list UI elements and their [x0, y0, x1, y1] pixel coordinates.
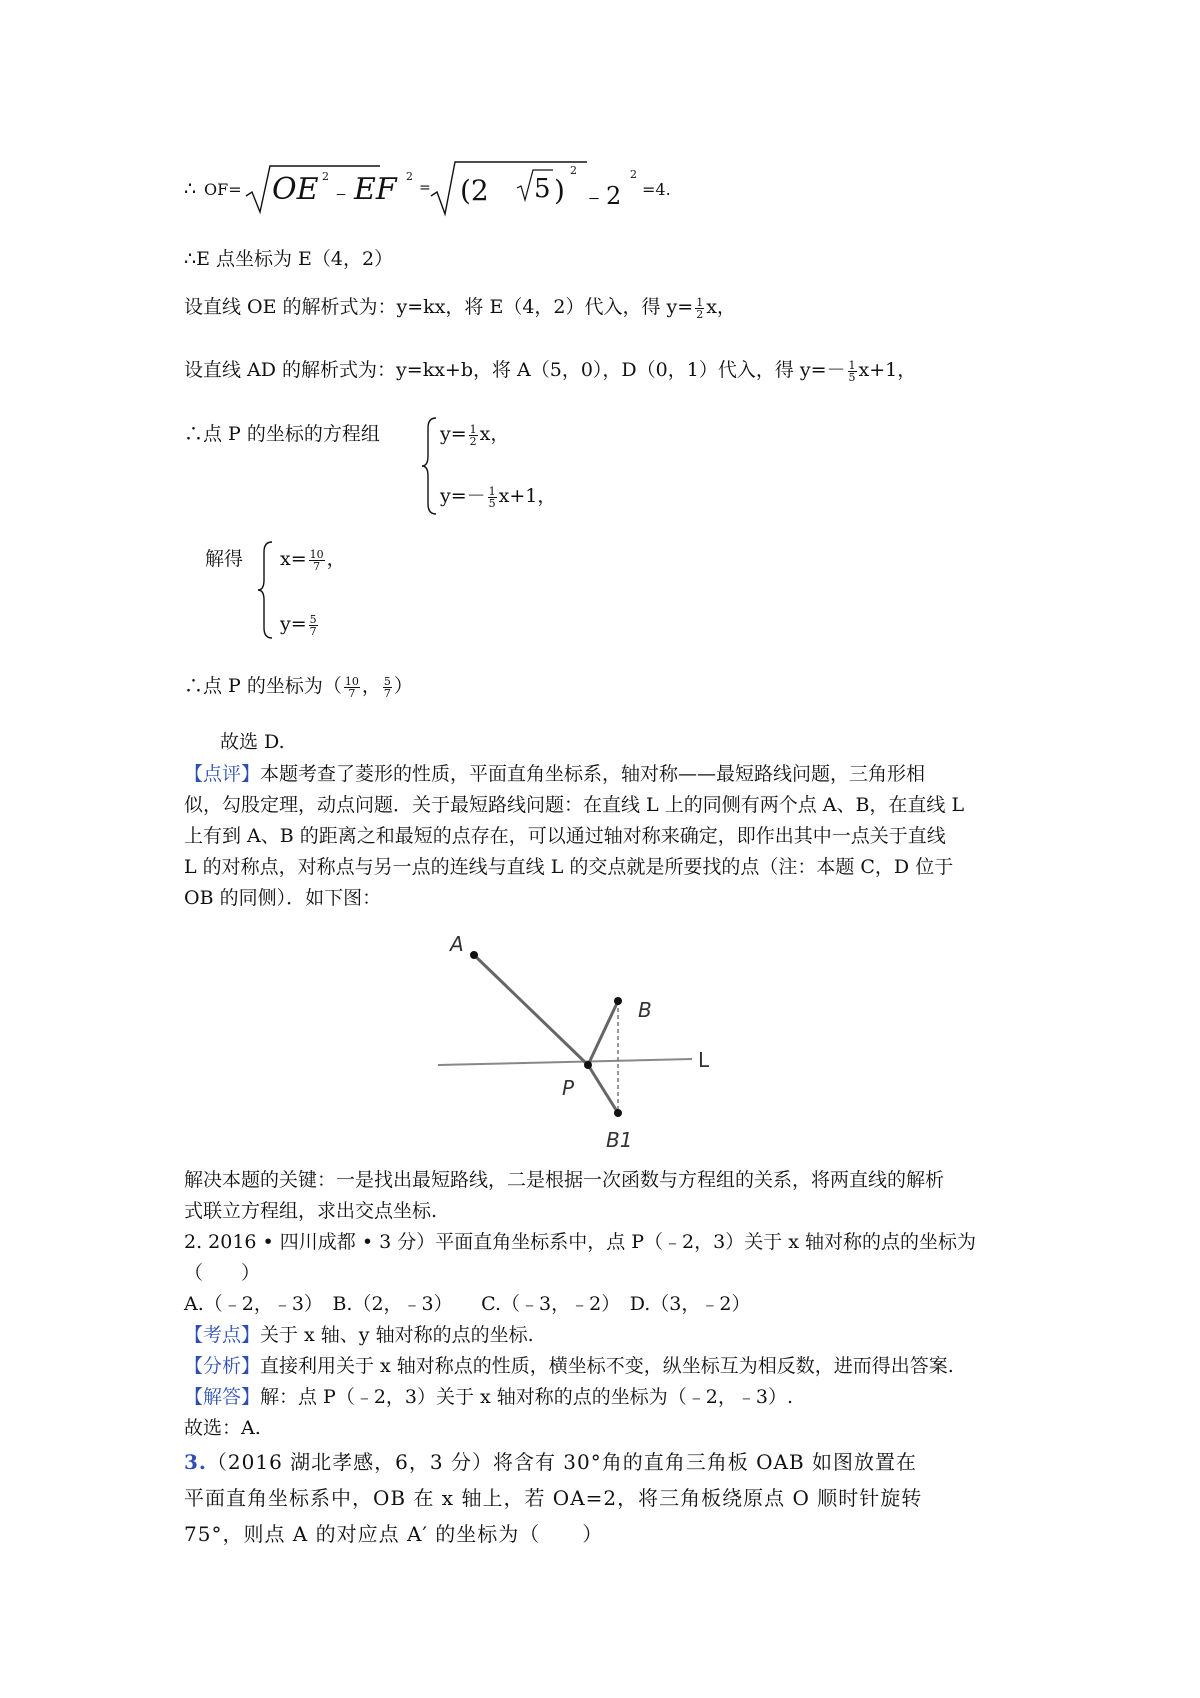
denominator: 5: [848, 370, 856, 384]
rad2-close: ): [554, 174, 565, 207]
fraction: [848, 360, 857, 383]
numerator: 1: [488, 484, 496, 498]
rad2-op: ﹣2: [582, 182, 622, 210]
key-line-2: 式联立方程组，求出交点坐标.: [184, 1200, 438, 1222]
solution-y: [280, 610, 320, 638]
line-p-post: ）: [393, 675, 413, 697]
point-b1: [614, 1109, 622, 1117]
q3-line-1: [184, 1448, 917, 1476]
kaodian-tag: 【考点】: [184, 1324, 261, 1346]
label-l: L: [698, 1048, 710, 1072]
system-eq1: [440, 420, 509, 448]
review-line-1: [184, 760, 925, 788]
denominator: 7: [309, 624, 317, 638]
system-label: ∴点 P 的坐标的方程组: [184, 423, 380, 445]
line-p-sep: ，: [361, 675, 381, 697]
denominator: 2: [469, 434, 477, 448]
solution-brace: [256, 540, 276, 640]
kaodian-text: 关于 x 轴、y 轴对称的点的坐标.: [260, 1324, 534, 1346]
therefore-symbol: ∴: [184, 178, 197, 200]
fraction: [469, 424, 478, 447]
fraction: [383, 676, 392, 699]
line-oe-post: x，: [706, 296, 736, 318]
label-b: B: [638, 998, 652, 1022]
line-p-pre: ∴点 P 的坐标为（: [184, 675, 342, 697]
x-post: ，: [326, 548, 346, 570]
numerator: 10: [344, 674, 359, 688]
fraction: [488, 486, 497, 509]
choose-d: 故选 D.: [220, 731, 285, 753]
line-ad-post: x+1，: [858, 359, 917, 381]
rad1-sup: 2: [322, 170, 329, 183]
segment-ap: [474, 955, 588, 1065]
review-tag: 【点评】: [184, 763, 261, 785]
segment-pb1: [588, 1065, 618, 1113]
q2-stem: 2. 2016 • 四川成都 • 3 分）平面直角坐标系中，点 P（﹣2，3）关于 x 轴对称的点的坐标为: [184, 1231, 977, 1253]
point-p: [584, 1061, 592, 1069]
eq2-post: x+1，: [498, 485, 557, 507]
review-line-5: OB 的同侧）．如下图：: [184, 887, 382, 909]
formula-eq: =: [419, 180, 431, 196]
denominator: 7: [313, 559, 321, 573]
shortest-path-figure: [430, 915, 750, 1155]
q2-jieda: [184, 1383, 793, 1411]
review-line-2: 似，勾股定理，动点问题．关于最短路线问题：在直线 L 上的同侧有两个点 A、B，在直线 L: [184, 794, 965, 816]
q2-fenxi: [184, 1352, 954, 1380]
system-eq2: [440, 482, 556, 510]
fraction: [309, 614, 318, 637]
system-brace: [420, 416, 440, 516]
rad1-ef: EF: [354, 172, 397, 207]
fenxi-text: 直接利用关于 x 轴对称点的性质，横坐标不变，纵坐标互为相反数，进而得出答案.: [260, 1355, 954, 1377]
jieda-tag: 【解答】: [184, 1386, 261, 1408]
denominator: 7: [348, 686, 356, 700]
radical-2: [429, 158, 589, 220]
x-pre: x=: [280, 548, 307, 570]
eq1-post: x，: [479, 423, 510, 445]
q2-choose: 故选：A.: [184, 1417, 261, 1439]
rad2-sup: 2: [570, 164, 577, 177]
eq1-pre: y=: [440, 423, 467, 445]
line-ad: [184, 356, 916, 384]
q2-kaodian: [184, 1321, 534, 1349]
line-ad-pre: 设直线 AD 的解析式为：y=kx+b，将 A（5，0），D（0，1）代入，得 y=－: [184, 359, 846, 381]
fraction: [344, 676, 360, 699]
jieda-text: 解：点 P（﹣2，3）关于 x 轴对称的点的坐标为（﹣2，﹣3）.: [260, 1386, 794, 1408]
label-a: A: [450, 932, 464, 956]
numerator: 1: [469, 422, 477, 436]
line-p-coordinate: [184, 672, 413, 700]
rad1-op: ﹣: [330, 181, 353, 206]
point-b: [614, 997, 622, 1005]
q3-line-3: 75°，则点 A 的对应点 A′ 的坐标为（ ）: [184, 1522, 604, 1546]
rad1-oe: OE: [272, 172, 319, 207]
line-oe-pre: 设直线 OE 的解析式为：y=kx，将 E（4，2）代入，得 y=: [184, 296, 694, 318]
review-text: 本题考查了菱形的性质，平面直角坐标系，轴对称——最短路线问题，三角形相: [260, 763, 926, 785]
denominator: 2: [696, 307, 704, 321]
q3-line-2: 平面直角坐标系中，OB 在 x 轴上，若 OA=2，将三角板绕原点 O 顺时针旋转: [184, 1486, 923, 1510]
denominator: 7: [383, 686, 391, 700]
formula-result: =4.: [642, 180, 671, 199]
segment-pb: [588, 1001, 618, 1065]
key-line-1: 解决本题的关键：一是找出最短路线，二是根据一次函数与方程组的关系，将两直线的解析: [184, 1169, 945, 1191]
label-p: P: [562, 1076, 575, 1100]
denominator: 5: [488, 496, 496, 510]
line-l: [438, 1059, 692, 1065]
fraction: [309, 549, 325, 572]
fraction: [695, 297, 704, 320]
line-e-coordinate: ∴E 点坐标为 E（4，2）: [184, 248, 394, 270]
fenxi-tag: 【分析】: [184, 1355, 261, 1377]
q2-options: A.（﹣2，﹣3） B.（2，﹣3） C.（﹣3，﹣2） D.（3，﹣2）: [184, 1293, 751, 1315]
q2-paren: （ ）: [184, 1262, 261, 1284]
numerator: 5: [383, 674, 391, 688]
numerator: 1: [848, 358, 856, 372]
q3-number: 3.: [184, 1450, 207, 1474]
point-a: [470, 951, 478, 959]
solution-label: 解得: [205, 548, 244, 570]
numerator: 5: [309, 612, 317, 626]
numerator: 10: [309, 547, 324, 561]
formula-lhs: OF=: [204, 180, 242, 199]
rad1-sup2: 2: [406, 170, 413, 183]
eq2-pre: y=－: [440, 485, 486, 507]
numerator: 1: [696, 295, 704, 309]
label-b1: B1: [606, 1128, 633, 1152]
solution-x: [280, 545, 346, 573]
rad2-open: (2: [460, 174, 489, 207]
review-line-4: L 的对称点，对称点与另一点的连线与直线 L 的交点就是所要找的点（注：本题 C，D 位于: [184, 856, 954, 878]
rad2-sup2: 2: [630, 168, 637, 181]
review-line-3: 上有到 A、B 的距离之和最短的点存在，可以通过轴对称来确定，即作出其中一点关于直线: [184, 825, 946, 847]
y-pre: y=: [280, 613, 307, 635]
rad2-inner: 5: [534, 174, 551, 204]
q3-text-1: （2016 湖北孝感，6，3 分）将含有 30°角的直角三角板 OAB 如图放置在: [206, 1450, 918, 1474]
line-oe: [184, 293, 736, 321]
